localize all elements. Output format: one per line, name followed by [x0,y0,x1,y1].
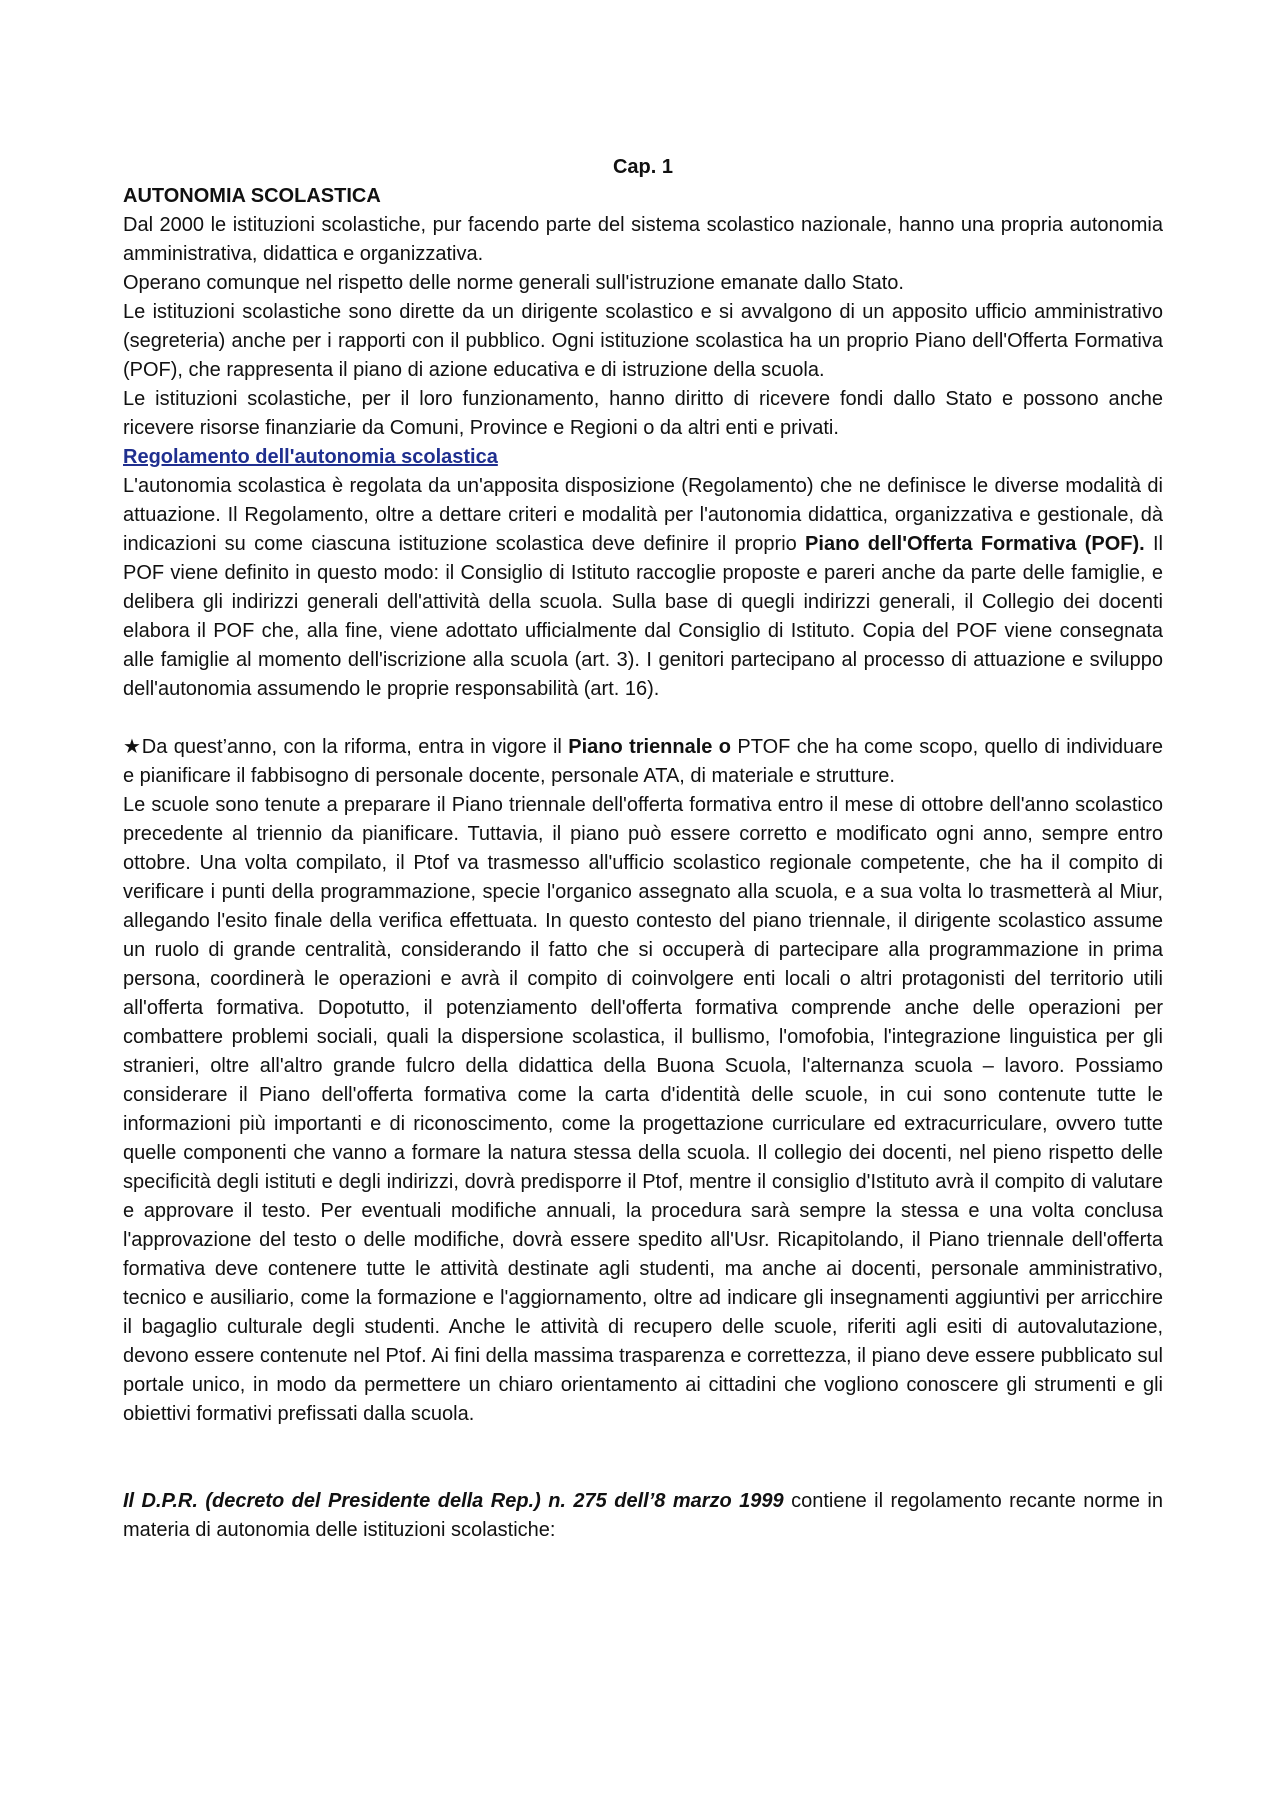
ptof-body-paragraph: Le scuole sono tenute a preparare il Piano triennale dell'offerta formativa entro il mese di ottobre dell'anno scolastico precedente al triennio da pianificare. Tuttavia, il piano può essere corretto e modificato ogni anno, sempre entro ottobre. Una volta compilato, il Ptof va trasmesso all'ufficio scolastico regionale competente, che ha il compito di verificare i punti della programmazione, specie l'organico assegnato alla scuola, e a sua volta lo trasmetterà al Miur, allegando l'esito finale della verifica effettuata. In questo contesto del piano triennale, il dirigente scolastico assume un ruolo di grande centralità, considerando il fatto che si occuperà di partecipare alla programmazione in prima persona, coordinerà le operazioni e avrà il compito di coinvolgere enti locali o altri protagonisti del territorio utili all'offerta formativa. Dopotutto, il potenziamento dell'offerta formativa comprende anche delle operazioni per combattere problemi sociali, quali la dispersione scolastica, il bullismo, l'omofobia, l'integrazione linguistica per gli stranieri, oltre all'altro grande fulcro della didattica della Buona Scuola, l'alternanza scuola – lavoro. Possiamo considerare il Piano dell'offerta formativa come la carta d'identità delle scuole, in cui sono contenute tutte le informazioni più importanti e di riconoscimento, come la progettazione curriculare ed extracurriculare, ovvero tutte quelle componenti che vanno a formare la natura stessa della scuola. Il collegio dei docenti, nel pieno rispetto delle specificità degli istituti e degli indirizzi, dovrà predisporre il Ptof, mentre il consiglio d'Istituto avrà il compito di valutare e approvare il testo. Per eventuali modifiche annuali, la procedura sarà sempre la stessa e una volta conclusa l'approvazione del testo o delle modifiche, dovrà essere spedito all'Usr. Ricapitolando, il Piano triennale dell'offerta formativa deve contenere tutte le attività destinate agli studenti, ma anche ai docenti, personale amministrativo, tecnico e ausiliario, come la formazione e l'aggiornamento, oltre ad indicare gli insegnamenti aggiuntivi per arricchire il bagaglio culturale degli studenti. Anche le attività di recupero delle scuole, riferiti agli esiti di autovalutazione, devono essere contenute nel Ptof. Ai fini della massima trasparenza e correttezza, il piano deve essere pubblicato sul portale unico, in modo da permettere un chiaro orientamento ai cittadini che vogliono conoscere gli strumenti e gli obiettivi formativi prefissati dalla scuola. [123,794,1163,1425]
star-icon: ★ [123,736,142,758]
spacer [123,1429,1163,1487]
chapter-label: Cap. 1 [612,156,674,178]
dpr-paragraph [123,1487,1163,1545]
regolamento-link[interactable]: Regolamento dell'autonomia scolastica [123,446,498,468]
regolamento-text-1: L'autonomia scolastica è regolata da un'apposita disposizione (Regolamento) che ne definisce le diverse modalità di attuazione. Il Regolamento, oltre a dettare criteri e modalità per l'autonomia didattica, organizzativa e gestionale, dà indicazioni su come ciascuna istituzione scolastica deve definire il proprio [123,475,1163,555]
spacer [123,704,1163,733]
document-page [123,153,1163,1545]
ptof-bold-term: Piano triennale o [568,736,732,758]
intro-paragraph-4: Le istituzioni scolastiche, per il loro funzionamento, hanno diritto di ricevere fondi dallo Stato e possono anche ricevere risorse finanziarie da Comuni, Province e Regioni o da altri enti e privati. [123,388,1163,439]
dpr-reference: Il D.P.R. (decreto del Presidente della Rep.) n. 275 dell’8 marzo 1999 [123,1490,784,1512]
ptof-text-2: PTOF che ha come scopo, quello di individuare e pianificare il fabbisogno di personale docente, personale ATA, di materiale e strutture. [123,736,1163,787]
regolamento-paragraph [123,472,1163,704]
section-title: AUTONOMIA SCOLASTICA [123,185,381,207]
intro-paragraph-3: Le istituzioni scolastiche sono dirette da un dirigente scolastico e si avvalgono di un apposito ufficio amministrativo (segreteria) anche per i rapporti con il pubblico. Ogni istituzione scolastica ha un proprio Piano dell'Offerta Formativa (POF), che rappresenta il piano di azione educativa e di istruzione della scuola. [123,301,1163,381]
ptof-text-1: Da quest’anno, con la riforma, entra in vigore il [141,736,569,758]
ptof-intro-paragraph [123,733,1163,791]
intro-paragraph-2: Operano comunque nel rispetto delle norme generali sull'istruzione emanate dallo Stato. [123,272,904,294]
dpr-text: contiene il regolamento recante norme in materia di autonomia delle istituzioni scolastiche: [123,1490,1163,1541]
intro-paragraph-1: Dal 2000 le istituzioni scolastiche, pur facendo parte del sistema scolastico nazionale, hanno una propria autonomia amministrativa, didattica e organizzativa. [123,214,1163,265]
regolamento-text-2: Il POF viene definito in questo modo: il Consiglio di Istituto raccoglie proposte e pareri anche da parte delle famiglie, e delibera gli indirizzi generali dell'attività della scuola. Sulla base di quegli indirizzi generali, il Collegio dei docenti elabora il POF che, alla fine, viene adottato ufficialmente dal Consiglio di Istituto. Copia del POF viene consegnata alle famiglie al momento dell'iscrizione alla scuola (art. 3). I genitori partecipano al processo di attuazione e sviluppo dell'autonomia assumendo le proprie responsabilità (art. 16). [123,533,1163,700]
pof-bold-term: Piano dell'Offerta Formativa (POF). [805,533,1145,555]
regolamento-heading [123,443,1163,472]
